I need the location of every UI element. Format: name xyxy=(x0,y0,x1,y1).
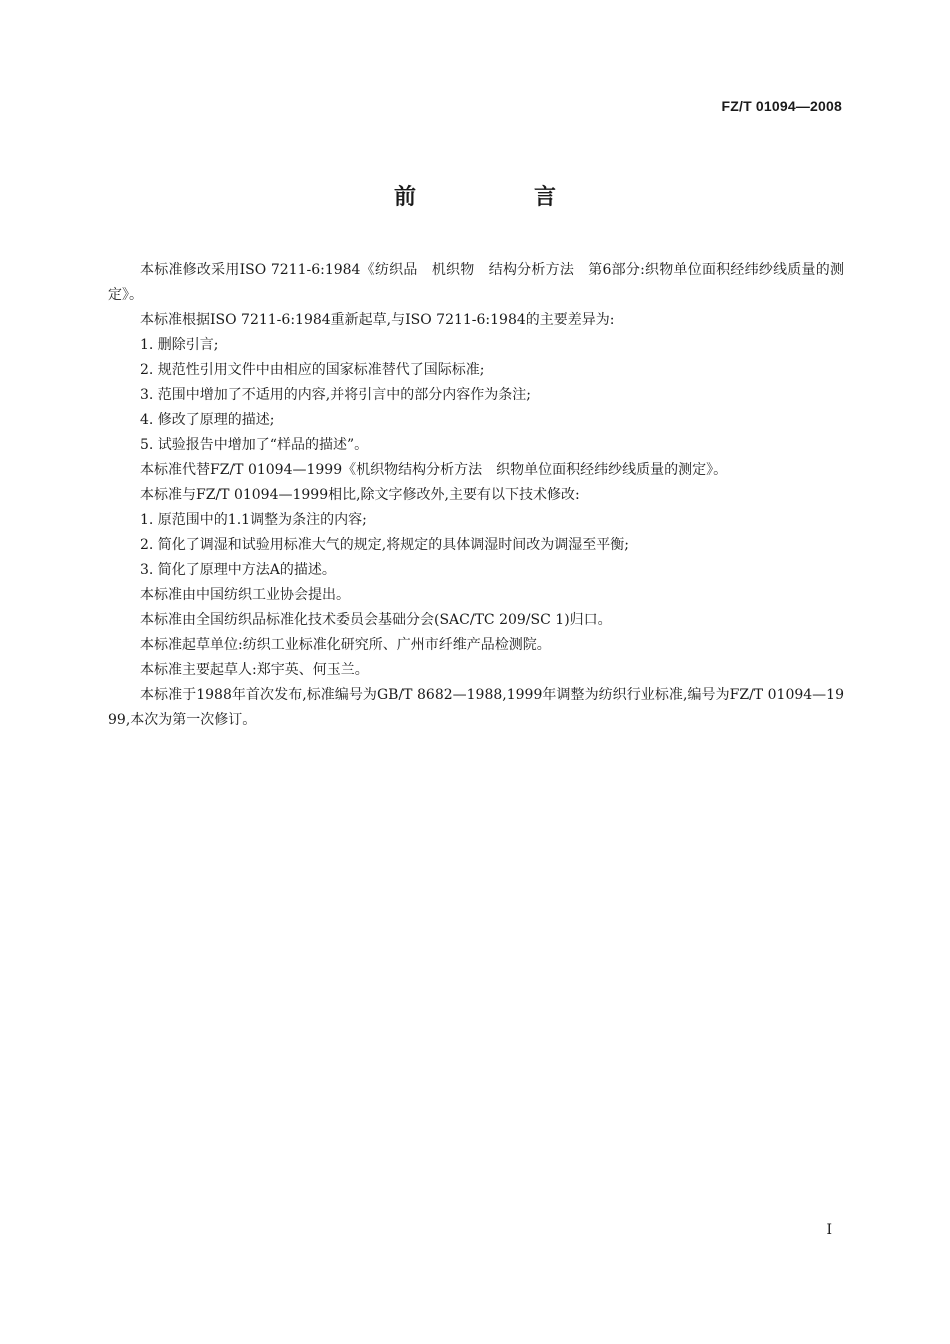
paragraph-replaces: 本标准代替FZ/T 01094—1999《机织物结构分析方法 织物单位面积经纬纱线质量的测定》。 xyxy=(140,462,728,478)
page-number: I xyxy=(826,1222,832,1238)
paragraph-proposed-by: 本标准由中国纺织工业协会提出。 xyxy=(140,587,350,603)
paragraph-differences-intro: 本标准根据ISO 7211-6:1984重新起草,与ISO 7211-6:1984的主要差异为: xyxy=(140,312,615,328)
preface-body xyxy=(108,258,844,733)
list-item-difference-2: 2. 规范性引用文件中由相应的国家标准替代了国际标准; xyxy=(140,362,485,378)
list-item-difference-3: 3. 范围中增加了不适用的内容,并将引言中的部分内容作为条注; xyxy=(140,387,531,403)
paragraph-history: 本标准于1988年首次发布,标准编号为GB/T 8682—1988,1999年调整为纺织行业标准,编号为FZ/T 01094—1999,本次为第一次修订。 xyxy=(108,687,844,728)
paragraph-centralized-by: 本标准由全国纺织品标准化技术委员会基础分会(SAC/TC 209/SC 1)归口。 xyxy=(140,612,612,628)
list-item-difference-4: 4. 修改了原理的描述; xyxy=(140,412,275,428)
page-title: 前 言 xyxy=(393,185,604,210)
list-item-change-3: 3. 简化了原理中方法A的描述。 xyxy=(140,562,336,578)
list-item-difference-5: 5. 试验报告中增加了“样品的描述”。 xyxy=(140,437,369,453)
paragraph-changes-intro: 本标准与FZ/T 01094—1999相比,除文字修改外,主要有以下技术修改: xyxy=(140,487,580,503)
document-code-header: FZ/T 01094—2008 xyxy=(721,98,842,114)
paragraph-drafting-units: 本标准起草单位:纺织工业标准化研究所、广州市纤维产品检测院。 xyxy=(140,637,551,653)
list-item-change-1: 1. 原范围中的1.1调整为条注的内容; xyxy=(140,512,367,528)
paragraph-adoption: 本标准修改采用ISO 7211-6:1984《纺织品 机织物 结构分析方法 第6部分:织物单位面积经纬纱线质量的测定》。 xyxy=(108,262,844,303)
paragraph-drafters: 本标准主要起草人:郑宇英、何玉兰。 xyxy=(140,662,369,678)
list-item-change-2: 2. 简化了调湿和试验用标准大气的规定,将规定的具体调湿时间改为调湿至平衡; xyxy=(140,537,629,553)
list-item-difference-1: 1. 删除引言; xyxy=(140,337,219,353)
